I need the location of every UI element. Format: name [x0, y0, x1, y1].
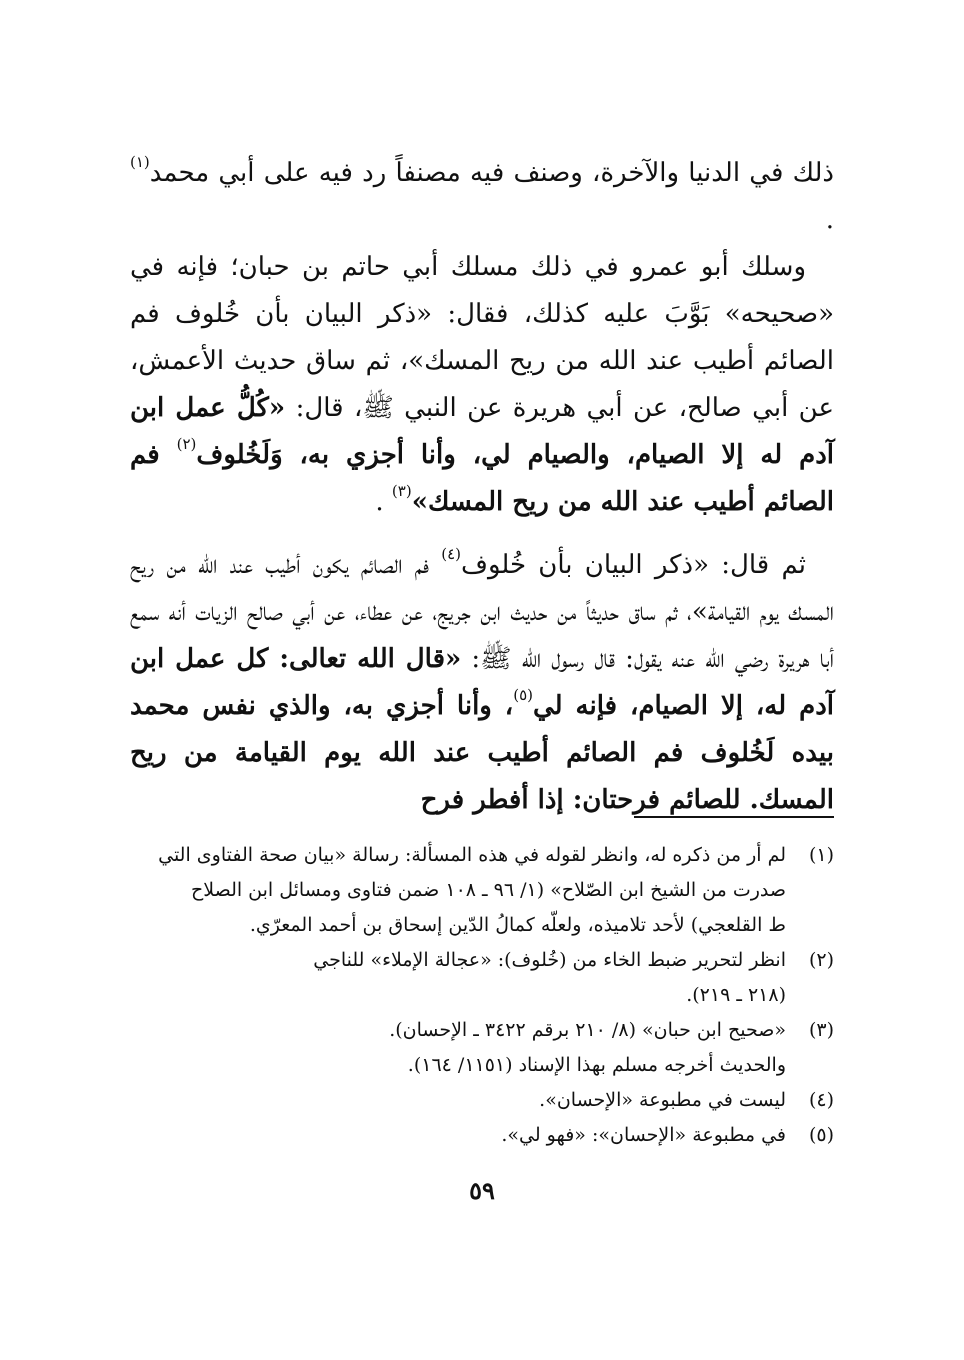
- footnote-ref-2: (٢): [176, 435, 197, 453]
- footnote-5: [130, 1118, 834, 1153]
- footnote-2: [130, 943, 834, 1013]
- main-text: [130, 150, 834, 824]
- footnote-line: (٢١٨ ـ ٢١٩).: [686, 984, 786, 1006]
- footnote-3: [130, 1013, 834, 1083]
- footnote-separator: [634, 816, 834, 818]
- footnote-ref-3: (٣): [391, 482, 412, 500]
- footnote-body: [130, 1118, 786, 1153]
- paragraph-3-text-cont: فم الصائم يكون أطيب عند الله من ريح المسك يوم القيامة»، ثم ساق حديثاً من حديث ابن جريج، عن عطاء، عن أبي صالح الزيات أنه سمع أبا هريرة رضي الله عنه يقول: قال رسول الله ﷺ:: [130, 550, 834, 674]
- paragraph-1-text: ذلك في الدنيا والآخرة، وصنف فيه مصنفاً رد فيه على أبي محمد: [149, 158, 834, 188]
- footnote-line: انظر لتحرير ضبط الخاء من (خُلوف): «عجالة الإملاء» للناجي: [313, 949, 786, 971]
- hadith-quote-1-cont: فم الصائم أطيب عند الله من ريح المسك»: [130, 440, 834, 517]
- footnote-number: (٢): [808, 949, 834, 971]
- footnote-ref-4: (٤): [441, 545, 461, 563]
- paragraph-2-text: وسلك أبو عمرو في ذلك مسلك أبي حاتم بن حبان؛ فإنه في «صحيحه» بَوَّبَ عليه كذلك، فقال: «ذكر البيان بأن خُلوف فم الصائم أطيب عند الله من ريح المسك»، ثم ساق حديث الأعمش، عن أبي صالح، عن أبي هريرة عن النبي ﷺ، قال:: [130, 252, 834, 423]
- hadith-quote-1: «كُلُّ عمل ابن آدم له إلا الصيام، والصيام لي، وأنا أجزي به، وَلَخُلوف: [130, 393, 834, 470]
- footnote-1: [130, 838, 834, 943]
- footnote-line: والحديث أخرجه مسلم بهذا الإسناد (١١٥١/ ١٦٤).: [407, 1054, 786, 1076]
- footnote-line: صدرت من الشيخ ابن الصّلاح» (١/ ٩٦ ـ ١٠٨ ضمن فتاوى ومسائل ابن الصلاح: [190, 879, 786, 901]
- footnote-line: ط القلعجي) لأحد تلاميذه، ولعلّه كمالُ الدّين إسحاق بن أحمد المعرّي.: [249, 914, 786, 936]
- footnote-line: ليست في مطبوعة «الإحسان».: [539, 1089, 786, 1111]
- footnote-body: [130, 943, 786, 1013]
- paragraph-3: [130, 542, 834, 824]
- footnote-4: [130, 1083, 834, 1118]
- footnote-line: لم أر من ذكره له، وانظر لقوله في هذه المسألة: رسالة «بيان صحة الفتاوى التي: [158, 844, 786, 866]
- hadith-quote-2-cont: ، وأنا أجزي به، والذي نفس محمد بيده لَخُلوف فم الصائم أطيب عند الله يوم القيامة من ريح المسك. للصائم فرحتان: إذا أفطر فرح: [130, 691, 834, 815]
- footnote-body: [130, 1013, 786, 1083]
- page-number: ٥٩: [469, 1176, 495, 1205]
- footnote-number: (١): [808, 844, 834, 866]
- footnote-body: [130, 1083, 786, 1118]
- footnotes: [130, 838, 834, 1153]
- paragraph-1: [130, 150, 834, 244]
- paragraph-1-end: .: [825, 205, 834, 235]
- footnote-line: في مطبوعة «الإحسان»: «فهو لي».: [501, 1124, 786, 1146]
- footnote-body: [130, 838, 786, 943]
- paragraph-3-text: ثم قال: «ذكر البيان بأن خُلوف: [461, 550, 806, 580]
- footnote-line: «صحيح ابن حبان» (٨/ ٢١٠ برقم ٣٤٢٢ ـ الإحسان).: [389, 1019, 786, 1041]
- footnote-number: (٣): [808, 1019, 834, 1041]
- footnote-ref-5: (٥): [513, 686, 533, 704]
- footnote-ref-1: (١): [130, 153, 150, 171]
- footnote-number: (٥): [808, 1124, 834, 1146]
- footnote-number: (٤): [808, 1089, 834, 1111]
- hadith-quote-2: «قال الله تعالى: كل عمل ابن آدم له، إلا الصيام، فإنه لي: [130, 644, 834, 721]
- paragraph-2: [130, 244, 834, 526]
- paragraph-2-end: .: [375, 487, 392, 517]
